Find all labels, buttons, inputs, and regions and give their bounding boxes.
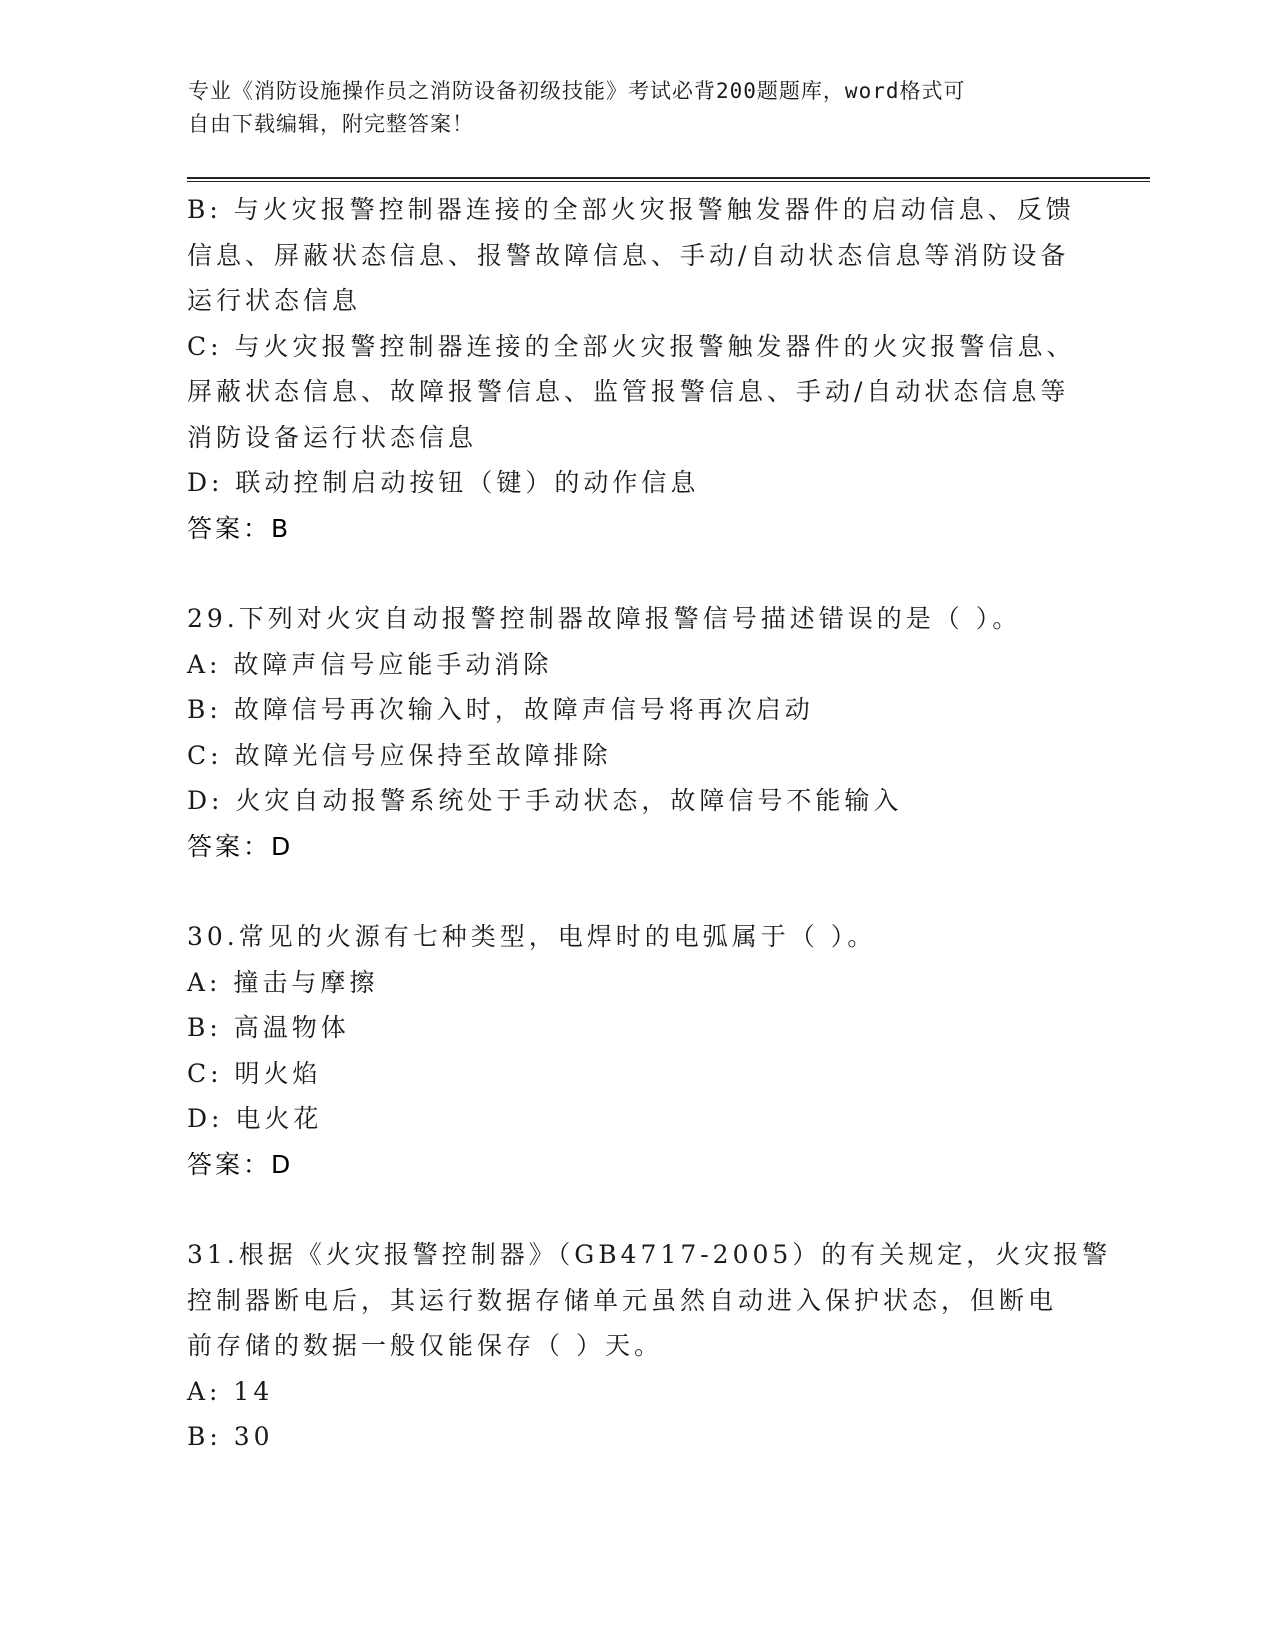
spacer [187, 869, 1087, 914]
option-a: A: 故障声信号应能手动消除 [187, 649, 553, 679]
question-text: 29.下列对火灾自动报警控制器故障报警信号描述错误的是（ ）。 [187, 604, 1022, 633]
option-c-line-3: 消防设备运行状态信息 [187, 422, 478, 452]
answer-label: 答案：D [187, 1149, 294, 1179]
answer-label: 答案：D [187, 831, 294, 861]
option-b: B: 高温物体 [187, 1013, 350, 1042]
option-c: C: 明火焰 [187, 1058, 322, 1088]
page-header [188, 75, 1068, 141]
option-b-line-3: 运行状态信息 [187, 286, 362, 315]
header-line-1: 专业《消防设施操作员之消防设备初级技能》考试必背200题题库，word格式可 [188, 79, 966, 103]
spacer [187, 1187, 1087, 1232]
header-divider [187, 177, 1150, 182]
option-c-line-2: 屏蔽状态信息、故障报警信息、监管报警信息、手动/自动状态信息等 [187, 377, 1070, 406]
document-body [187, 187, 1112, 1460]
continued-question [187, 187, 1087, 551]
option-c: C: 故障光信号应保持至故障排除 [187, 740, 612, 770]
option-b: B: 故障信号再次输入时，故障声信号将再次启动 [187, 695, 814, 724]
question-30 [187, 914, 1087, 1187]
question-31 [187, 1232, 1112, 1460]
option-b-line-1: B: 与火灾报警控制器连接的全部火灾报警触发器件的启动信息、反馈 [187, 195, 1075, 224]
option-a: A: 撞击与摩擦 [187, 967, 379, 997]
question-29 [187, 596, 1087, 869]
option-a: A: 14 [187, 1376, 274, 1406]
option-c-line-1: C: 与火灾报警控制器连接的全部火灾报警触发器件的火灾报警信息、 [187, 331, 1076, 361]
option-d: D: 联动控制启动按钮（键）的动作信息 [187, 468, 700, 497]
question-text: 30.常见的火源有七种类型，电焊时的电弧属于（ ）。 [187, 922, 877, 951]
question-text-line-2: 控制器断电后，其运行数据存储单元虽然自动进入保护状态，但断电 [187, 1285, 1058, 1315]
question-text-line-3: 前存储的数据一般仅能保存（ ）天。 [187, 1331, 663, 1360]
option-b-line-2: 信息、屏蔽状态信息、报警故障信息、手动/自动状态信息等消防设备 [187, 240, 1070, 270]
spacer [187, 551, 1087, 596]
option-d: D: 火灾自动报警系统处于手动状态，故障信号不能输入 [187, 786, 903, 815]
option-b: B: 30 [187, 1422, 274, 1451]
answer-label: 答案：B [187, 513, 292, 543]
option-d: D: 电火花 [187, 1104, 323, 1133]
question-text-line-1: 31.根据《火灾报警控制器》（GB4717-2005）的有关规定，火灾报警 [187, 1240, 1112, 1269]
header-line-2: 自由下载编辑，附完整答案！ [188, 112, 474, 136]
